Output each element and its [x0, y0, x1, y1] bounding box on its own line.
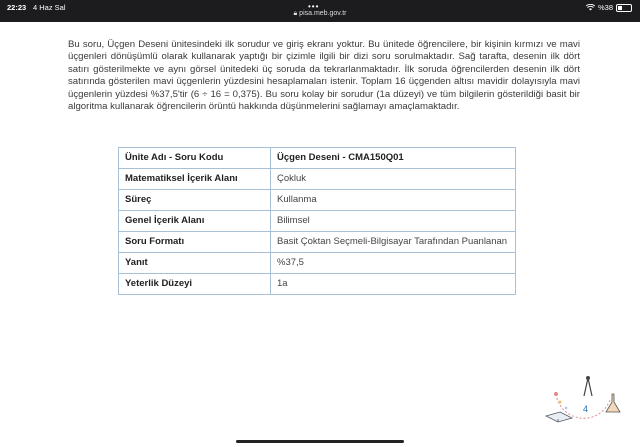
table-row — [119, 253, 516, 274]
table-row — [119, 274, 516, 295]
row-value: Çokluk — [271, 169, 516, 190]
row-label: Soru Formatı — [119, 232, 271, 253]
row-value: 1a — [271, 274, 516, 295]
row-value: Üçgen Deseni - CMA150Q01 — [271, 148, 516, 169]
table-row — [119, 148, 516, 169]
lock-icon: 🔒︎ — [293, 10, 298, 17]
status-time: 22:23 — [7, 3, 27, 12]
url-text: pisa.meb.gov.tr — [299, 10, 347, 17]
question-info-table — [118, 147, 516, 295]
row-label: Yanıt — [119, 253, 271, 274]
row-label: Süreç — [119, 190, 271, 211]
science-illustration-icon — [540, 372, 624, 432]
home-indicator[interactable] — [236, 440, 404, 443]
row-value: Basit Çoktan Seçmeli-Bilgisayar Tarafından Puanlanan — [271, 232, 516, 253]
battery-percent: %38 — [597, 3, 613, 12]
row-label: Genel İçerik Alanı — [119, 211, 271, 232]
row-label: Yeterlik Düzeyi — [119, 274, 271, 295]
table-row — [119, 190, 516, 211]
multitasking-dots-icon[interactable]: ••• — [308, 2, 320, 11]
page-number: 4 — [583, 404, 589, 414]
row-label: Matematiksel İçerik Alanı — [119, 169, 271, 190]
row-value: %37,5 — [271, 253, 516, 274]
table-row — [119, 169, 516, 190]
status-date: 4 Haz Sal — [33, 3, 66, 12]
table-row — [119, 232, 516, 253]
table-row — [119, 211, 516, 232]
url-bar[interactable] — [0, 10, 640, 18]
row-label: Ünite Adı - Soru Kodu — [119, 148, 271, 169]
description-paragraph: Bu soru, Üçgen Deseni ünitesindeki ilk sorudur ve giriş ekranı yoktur. Bu ünitede öğrencilere, bir kişinin kırmızı ve mavi üçgenleri dönüşümlü olarak kullanarak yaptığı bir çizimle ilgili bir dizi soru sorulmaktadır. Sağ tarafta, desenin ilk dört satırı gösterilmekte ve aynı görsel ünitedeki üç soruda da tekrarlanmaktadır. İlk soruda öğrencilerden desenin ilk dört satırında gösterilen mavi üçgenlerin yüzdesini hesaplamaları istenir. Toplam 16 üçgenden altısı mavidir dolayısıyla mavi üçgenlerin yüzdesi %37,5'tir (6 ÷ 16 = 0,375). Bu soru kolay bir sorudur (1a düzeyi) ve tüm bilgilerin gösterildiği basit bir algoritma kullanarak öğrencilerin örüntü hakkında düşünmelerini sağlamayı amaçlamaktadır. — [68, 39, 580, 113]
row-value: Bilimsel — [271, 211, 516, 232]
row-value: Kullanma — [271, 190, 516, 211]
document-page — [0, 22, 640, 447]
